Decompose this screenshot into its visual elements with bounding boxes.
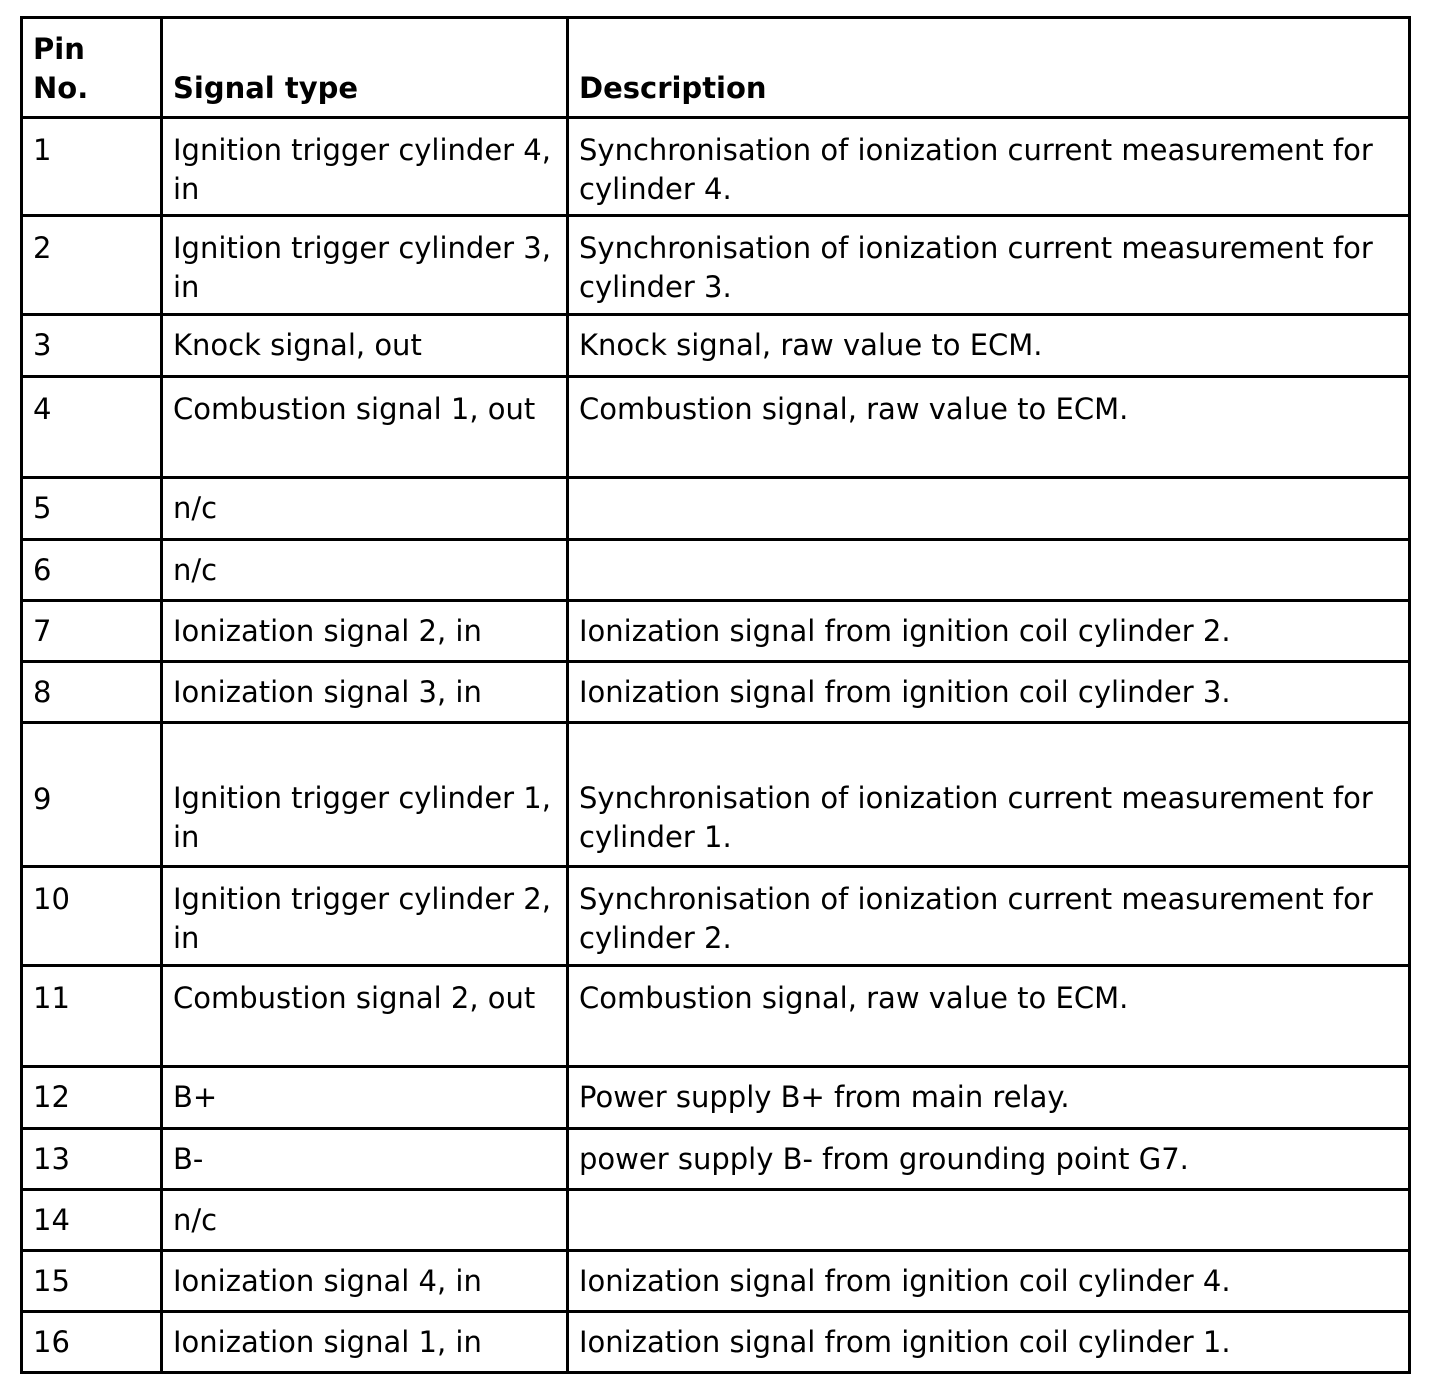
- signal-cell: B+: [162, 1067, 568, 1129]
- header-description: Description: [568, 18, 1410, 118]
- description-cell: Synchronisation of ionization current measurement for cylinder 3.: [568, 216, 1410, 315]
- table-row: [22, 1129, 1410, 1190]
- description-cell: [568, 540, 1410, 601]
- table-row: [22, 315, 1410, 377]
- pin-cell: 6: [22, 540, 162, 601]
- description-cell: power supply B- from grounding point G7.: [568, 1129, 1410, 1190]
- description-cell: Combustion signal, raw value to ECM.: [568, 966, 1410, 1067]
- signal-cell: Ionization signal 1, in: [162, 1312, 568, 1373]
- pin-cell: 14: [22, 1190, 162, 1251]
- description-cell: [568, 478, 1410, 540]
- signal-cell: n/c: [162, 1190, 568, 1251]
- table-row: [22, 118, 1410, 216]
- pin-cell: 8: [22, 662, 162, 723]
- signal-cell: Ignition trigger cylinder 2, in: [162, 867, 568, 966]
- pin-cell: 11: [22, 966, 162, 1067]
- signal-cell: Ionization signal 3, in: [162, 662, 568, 723]
- table-row: [22, 1251, 1410, 1312]
- signal-cell: Ignition trigger cylinder 1, in: [162, 723, 568, 867]
- signal-cell: Combustion signal 2, out: [162, 966, 568, 1067]
- pin-cell: 16: [22, 1312, 162, 1373]
- description-cell: [568, 1190, 1410, 1251]
- description-cell: Ionization signal from ignition coil cylinder 4.: [568, 1251, 1410, 1312]
- description-cell: Synchronisation of ionization current measurement for cylinder 4.: [568, 118, 1410, 216]
- header-pin-no: Pin No.: [22, 18, 162, 118]
- description-cell: Ionization signal from ignition coil cylinder 2.: [568, 601, 1410, 662]
- table-row: [22, 216, 1410, 315]
- pin-cell: 7: [22, 601, 162, 662]
- description-cell: Combustion signal, raw value to ECM.: [568, 377, 1410, 478]
- pin-cell: 2: [22, 216, 162, 315]
- signal-cell: n/c: [162, 540, 568, 601]
- signal-cell: Combustion signal 1, out: [162, 377, 568, 478]
- signal-cell: Knock signal, out: [162, 315, 568, 377]
- signal-cell: Ignition trigger cylinder 3, in: [162, 216, 568, 315]
- table-row: [22, 966, 1410, 1067]
- description-cell: Knock signal, raw value to ECM.: [568, 315, 1410, 377]
- pin-cell: 1: [22, 118, 162, 216]
- signal-cell: n/c: [162, 478, 568, 540]
- table-row: [22, 1312, 1410, 1373]
- signal-cell: B-: [162, 1129, 568, 1190]
- pin-cell: 10: [22, 867, 162, 966]
- table-row: [22, 377, 1410, 478]
- pin-cell: 15: [22, 1251, 162, 1312]
- pin-table: [20, 16, 1411, 1374]
- pin-cell: 4: [22, 377, 162, 478]
- pin-cell: 5: [22, 478, 162, 540]
- signal-cell: Ionization signal 2, in: [162, 601, 568, 662]
- pin-cell: 3: [22, 315, 162, 377]
- table-row: [22, 867, 1410, 966]
- header-signal-type: Signal type: [162, 18, 568, 118]
- description-cell: Synchronisation of ionization current measurement for cylinder 1.: [568, 723, 1410, 867]
- description-cell: Synchronisation of ionization current measurement for cylinder 2.: [568, 867, 1410, 966]
- table-row: [22, 1067, 1410, 1129]
- pin-cell: 13: [22, 1129, 162, 1190]
- description-cell: Power supply B+ from main relay.: [568, 1067, 1410, 1129]
- table-row: [22, 601, 1410, 662]
- table-row: [22, 1190, 1410, 1251]
- table-row: [22, 662, 1410, 723]
- description-cell: Ionization signal from ignition coil cylinder 3.: [568, 662, 1410, 723]
- signal-cell: Ignition trigger cylinder 4, in: [162, 118, 568, 216]
- description-cell: Ionization signal from ignition coil cylinder 1.: [568, 1312, 1410, 1373]
- pin-cell: 12: [22, 1067, 162, 1129]
- pin-cell: 9: [22, 723, 162, 867]
- table-row: [22, 723, 1410, 867]
- table-row: [22, 540, 1410, 601]
- signal-cell: Ionization signal 4, in: [162, 1251, 568, 1312]
- header-row: [22, 18, 1410, 118]
- table-row: [22, 478, 1410, 540]
